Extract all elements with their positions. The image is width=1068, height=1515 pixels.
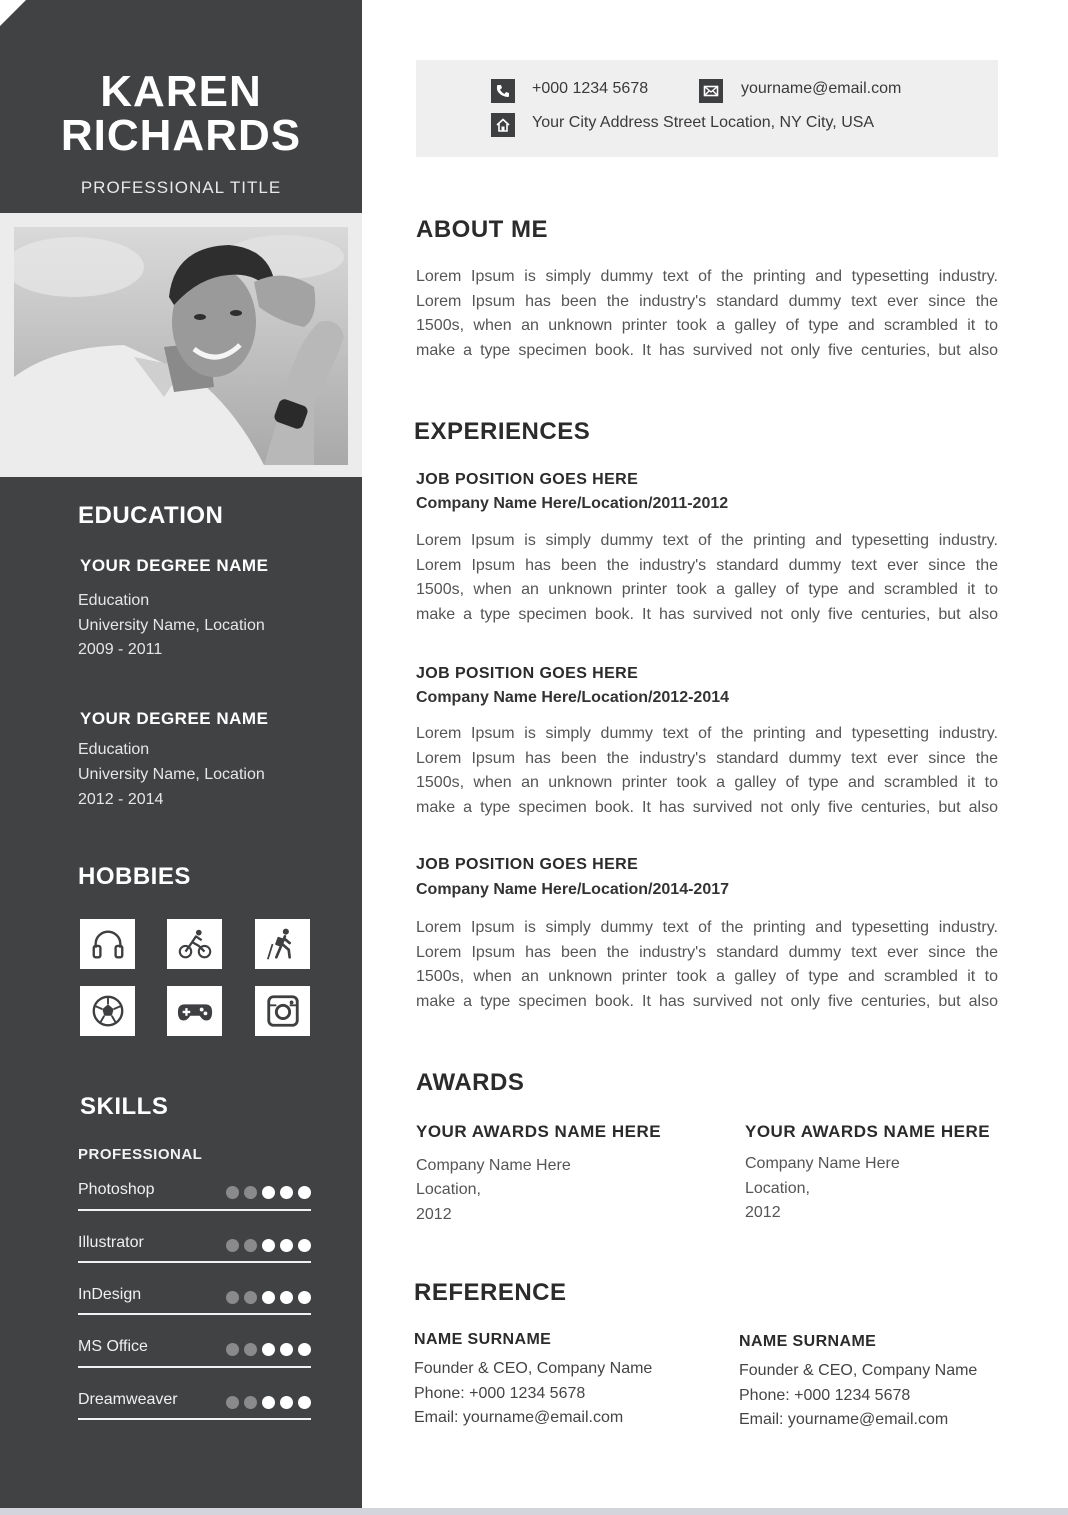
skill-dot-filled [262,1291,275,1304]
about-line: 1500s, when an unknown printer took a galley of type and scrambled it to [416,317,998,335]
award-name: YOUR AWARDS NAME HERE [416,1122,662,1141]
job-line: 1500s, when an unknown printer took a galley of type and scrambled it to [416,774,998,792]
skills-heading: SKILLS [80,1093,169,1120]
job-line: Lorem Ipsum has been the industry's standard dummy text ever since the [416,556,998,574]
contact-phone: +000 1234 5678 [532,80,649,97]
job-line: Lorem Ipsum is simply dummy text of the printing and typesetting industry. [416,532,998,549]
skill-dot-empty [226,1343,239,1356]
skill-rating [226,1239,311,1253]
skill-dot-empty [226,1239,239,1252]
skill-dot-empty [244,1343,257,1356]
corner-fold [0,0,26,26]
education-degree: YOUR DEGREE NAME [80,709,269,728]
professional-title: PROFESSIONAL TITLE [80,178,282,197]
skill-dot-filled [280,1239,293,1252]
award-company: Company Name Here [745,1155,900,1172]
skill-divider [78,1418,311,1420]
sidebar [0,0,362,1508]
skill-dot-filled [280,1343,293,1356]
reference-role: Founder & CEO, Company Name [414,1360,653,1377]
education-school: University Name, Location [78,766,265,783]
camera-icon [264,992,302,1030]
skill-dot-filled [298,1239,311,1252]
job-line: make a type specimen book. It has survived not only five centuries, but also [416,606,998,624]
hobby-tile [80,919,135,969]
skill-dot-filled [298,1291,311,1304]
skill-dot-empty [244,1186,257,1199]
job-line: Lorem Ipsum is simply dummy text of the printing and typesetting industry. [416,725,998,742]
job-line: Lorem Ipsum has been the industry's standard dummy text ever since the [416,943,998,961]
award-year: 2012 [416,1206,452,1223]
award-location: Location, [745,1180,810,1197]
job-company: Company Name Here/Location/2012-2014 [416,689,730,706]
skill-divider [78,1261,311,1263]
reference-phone: Phone: +000 1234 5678 [739,1387,911,1404]
about-line: make a type specimen book. It has survived not only five centuries, but also [416,342,998,360]
page-bottom-edge [0,1508,1068,1515]
headphones-icon [89,925,127,963]
skill-name: Dreamweaver [78,1391,178,1408]
reference-name: NAME SURNAME [414,1331,552,1348]
skill-dot-empty [226,1186,239,1199]
profile-photo [14,227,348,465]
home-icon [491,113,515,137]
skill-row [78,1338,311,1362]
hobby-tile [255,986,310,1036]
job-description [416,529,998,628]
job-description [416,722,998,821]
contact-box [416,60,998,157]
skill-name: Photoshop [78,1181,155,1198]
job-position: JOB POSITION GOES HERE [416,665,639,682]
skill-dot-filled [298,1396,311,1409]
skill-dot-empty [226,1396,239,1409]
skill-row [78,1181,311,1205]
skill-rating [226,1396,311,1410]
award-name: YOUR AWARDS NAME HERE [745,1122,991,1141]
skill-name: Illustrator [78,1234,144,1251]
skill-divider [78,1209,311,1211]
education-field: Education [78,741,150,758]
skill-divider [78,1313,311,1315]
skill-row [78,1234,311,1258]
first-name: KAREN [100,67,262,116]
job-line: make a type specimen book. It has survived not only five centuries, but also [416,993,998,1011]
reference-phone: Phone: +000 1234 5678 [414,1385,586,1402]
skill-dot-filled [280,1186,293,1199]
skill-dot-filled [298,1186,311,1199]
skill-dot-empty [244,1396,257,1409]
job-line: 1500s, when an unknown printer took a galley of type and scrambled it to [416,581,998,599]
award-year: 2012 [745,1204,781,1221]
education-heading: EDUCATION [78,502,224,529]
skill-dot-empty [244,1239,257,1252]
award-location: Location, [416,1181,481,1198]
reference-email[interactable]: Email: yourname@email.com [739,1411,949,1428]
skill-row [78,1286,311,1310]
reference-role: Founder & CEO, Company Name [739,1362,978,1379]
skill-rating [226,1291,311,1305]
job-company: Company Name Here/Location/2014-2017 [416,881,730,898]
skill-dot-filled [280,1291,293,1304]
reference-email[interactable]: Email: yourname@email.com [414,1409,624,1426]
skill-dot-filled [262,1239,275,1252]
hobby-tile [167,919,222,969]
hobby-tile [255,919,310,969]
skill-rating [226,1186,311,1200]
job-line: Lorem Ipsum is simply dummy text of the printing and typesetting industry. [416,919,998,936]
hobby-tile [167,986,222,1036]
skill-rating [226,1343,311,1357]
gamepad-icon [176,992,214,1030]
job-line: make a type specimen book. It has survived not only five centuries, but also [416,799,998,817]
skill-name: MS Office [78,1338,148,1355]
about-line: Lorem Ipsum is simply dummy text of the printing and typesetting industry. [416,268,998,285]
email-icon [699,79,723,103]
contact-address: Your City Address Street Location, NY City, USA [532,114,875,131]
hobbies-heading: HOBBIES [78,863,191,890]
skill-dot-empty [226,1291,239,1304]
about-line: Lorem Ipsum has been the industry's standard dummy text ever since the [416,292,998,310]
soccer-ball-icon [89,992,127,1030]
job-line: Lorem Ipsum has been the industry's standard dummy text ever since the [416,749,998,767]
job-line: 1500s, when an unknown printer took a galley of type and scrambled it to [416,968,998,986]
cycling-icon [176,925,214,963]
photo-frame [0,213,362,477]
phone-icon [491,79,515,103]
about-heading: ABOUT ME [416,216,548,243]
education-school: University Name, Location [78,617,265,634]
skill-name: InDesign [78,1286,142,1303]
reference-name: NAME SURNAME [739,1333,877,1350]
job-position: JOB POSITION GOES HERE [416,471,639,488]
hobby-tile [80,986,135,1036]
last-name: RICHARDS [60,111,302,160]
education-years: 2009 - 2011 [78,641,163,658]
skill-dot-empty [244,1291,257,1304]
education-degree: YOUR DEGREE NAME [80,556,269,575]
skill-dot-filled [262,1343,275,1356]
skill-divider [78,1366,311,1368]
name-block [0,67,362,198]
education-years: 2012 - 2014 [78,791,164,808]
about-text [416,265,998,364]
skill-dot-filled [262,1396,275,1409]
job-position: JOB POSITION GOES HERE [416,856,639,873]
skill-dot-filled [262,1186,275,1199]
skill-row [78,1391,311,1415]
job-company: Company Name Here/Location/2011-2012 [416,495,729,512]
hiking-icon [264,925,302,963]
job-description [416,916,998,1015]
skill-dot-filled [298,1343,311,1356]
contact-email[interactable]: yourname@email.com [741,80,902,97]
education-field: Education [78,592,150,609]
awards-heading: AWARDS [416,1069,525,1096]
skill-dot-filled [280,1396,293,1409]
reference-heading: REFERENCE [414,1279,567,1306]
experiences-heading: EXPERIENCES [414,418,591,445]
award-company: Company Name Here [416,1157,571,1174]
skills-subheading: PROFESSIONAL [78,1146,203,1163]
